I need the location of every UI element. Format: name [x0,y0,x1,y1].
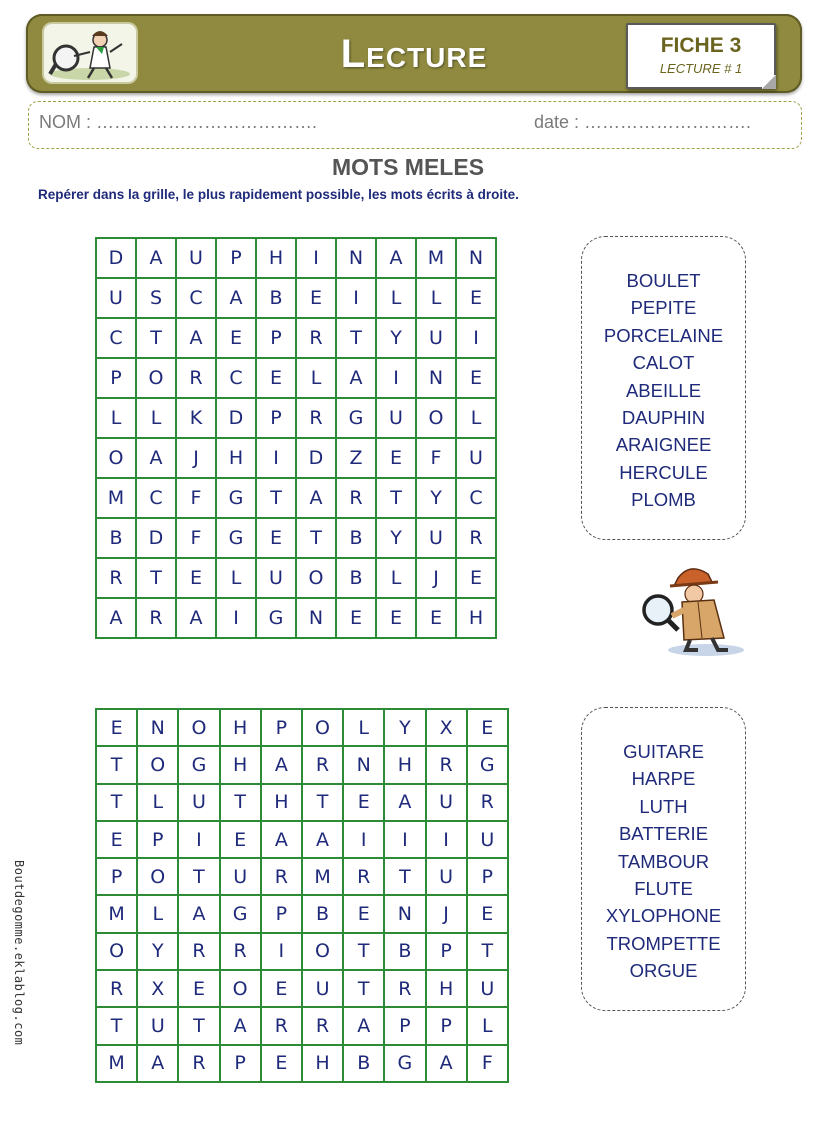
word-list-item: FLUTE [634,877,693,899]
grid-cell: X [137,970,178,1007]
grid-row [96,858,508,895]
word-list-2 [581,707,746,1011]
grid-cell: E [261,970,302,1007]
grid-cell: E [343,784,384,821]
grid-cell: E [220,821,261,858]
grid-cell: N [456,238,496,278]
grid-cell: O [302,709,343,746]
grid-cell: H [220,746,261,783]
grid-cell: E [376,598,416,638]
grid-cell: Y [384,709,425,746]
grid-cell: T [96,784,137,821]
grid-cell: H [426,970,467,1007]
grid-cell: R [261,858,302,895]
grid-cell: P [96,358,136,398]
grid-cell: A [216,278,256,318]
grid-cell: L [376,558,416,598]
grid-cell: T [178,858,219,895]
grid-cell: O [96,933,137,970]
grid-cell: P [137,821,178,858]
grid-cell: O [302,933,343,970]
grid-cell: E [456,278,496,318]
grid-cell: E [456,358,496,398]
grid-cell: L [456,398,496,438]
word-list-item: CALOT [632,352,695,374]
grid-cell: P [426,933,467,970]
fiche-subtitle: LECTURE # 1 [659,61,743,76]
grid-cell: Y [416,478,456,518]
grid-cell: R [426,746,467,783]
grid-cell: O [136,358,176,398]
grid-cell: G [384,1045,425,1082]
grid-cell: P [216,238,256,278]
grid-cell: A [136,438,176,478]
grid-cell: E [256,518,296,558]
grid-cell: D [296,438,336,478]
grid-cell: J [176,438,216,478]
grid-cell: F [416,438,456,478]
grid-cell: R [178,933,219,970]
grid-cell: E [96,821,137,858]
grid-cell: P [467,858,508,895]
grid-cell: I [261,933,302,970]
grid-cell: A [302,821,343,858]
grid-cell: U [426,784,467,821]
grid-cell: R [96,970,137,1007]
grid-cell: E [256,358,296,398]
grid-cell: I [256,438,296,478]
grid-cell: L [96,398,136,438]
grid-cell: U [96,278,136,318]
grid-cell: A [220,1007,261,1044]
grid-cell: I [216,598,256,638]
grid-cell: M [96,1045,137,1082]
grid-cell: D [216,398,256,438]
grid-cell: A [261,821,302,858]
grid-cell: T [296,518,336,558]
grid-cell: C [176,278,216,318]
grid-cell: U [376,398,416,438]
word-list-item: GUITARE [623,741,704,762]
grid-cell: J [416,558,456,598]
grid-cell: H [456,598,496,638]
grid-cell: M [416,238,456,278]
grid-row [96,398,496,438]
grid-cell: L [467,1007,508,1044]
grid-cell: O [416,398,456,438]
grid-cell: P [261,895,302,932]
grid-cell: A [426,1045,467,1082]
grid-cell: E [261,1045,302,1082]
grid-cell: I [178,821,219,858]
grid-cell: A [376,238,416,278]
grid-cell: E [456,558,496,598]
grid-cell: T [220,784,261,821]
grid-cell: E [216,318,256,358]
grid-row [96,598,496,638]
grid-cell: L [137,895,178,932]
grid-cell: R [384,970,425,1007]
grid-cell: B [256,278,296,318]
grid-row [96,1007,508,1044]
grid-cell: Y [376,318,416,358]
grid-cell: N [296,598,336,638]
grid-cell: T [336,318,376,358]
grid-cell: P [426,1007,467,1044]
grid-cell: U [137,1007,178,1044]
grid-cell: R [456,518,496,558]
grid-cell: T [343,970,384,1007]
grid-cell: R [220,933,261,970]
grid-cell: E [416,598,456,638]
grid-cell: G [178,746,219,783]
grid-cell: N [137,709,178,746]
grid-cell: T [136,318,176,358]
grid-cell: E [178,970,219,1007]
word-list-item: ORGUE [629,960,698,982]
word-list-item: HERCULE [619,461,708,483]
grid-cell: R [302,746,343,783]
grid-cell: X [426,709,467,746]
grid-cell: T [343,933,384,970]
grid-cell: F [467,1045,508,1082]
grid-row [96,933,508,970]
grid-cell: A [96,598,136,638]
grid-cell: G [256,598,296,638]
grid-row [96,438,496,478]
grid-row [96,821,508,858]
word-list-item: ARAIGNEE [615,434,712,456]
grid-cell: B [336,558,376,598]
grid-cell: N [343,746,384,783]
grid-cell: P [256,318,296,358]
grid-cell: M [96,478,136,518]
grid-cell: R [176,358,216,398]
grid-cell: U [176,238,216,278]
grid-cell: L [136,398,176,438]
grid-cell: P [96,858,137,895]
grid-cell: T [467,933,508,970]
grid-cell: A [384,784,425,821]
grid-cell: A [296,478,336,518]
word-list-item: BATTERIE [618,823,709,845]
page-fold [762,75,776,89]
grid-cell: N [384,895,425,932]
grid-cell: G [220,895,261,932]
word-list-item: ABEILLE [625,379,702,401]
grid-cell: A [176,598,216,638]
grid-cell: B [336,518,376,558]
grid-cell: E [467,709,508,746]
grid-cell: L [416,278,456,318]
word-list-1 [581,236,746,540]
grid-row [96,318,496,358]
grid-cell: H [302,1045,343,1082]
grid-cell: R [296,318,336,358]
word-grid-2 [95,708,509,1083]
grid-cell: H [256,238,296,278]
grid-cell: I [296,238,336,278]
grid-cell: N [336,238,376,278]
grid-cell: G [336,398,376,438]
word-list-item: TROMPETTE [606,932,721,954]
grid-cell: E [176,558,216,598]
grid-row [96,558,496,598]
grid-cell: L [216,558,256,598]
grid-cell: C [216,358,256,398]
grid-cell: R [136,598,176,638]
grid-cell: E [467,895,508,932]
word-list-item: PLOMB [631,489,696,511]
grid-row [96,970,508,1007]
grid-cell: B [343,1045,384,1082]
grid-cell: A [136,238,176,278]
grid-cell: L [343,709,384,746]
grid-cell: I [426,821,467,858]
instructions: Repérer dans la grille, le plus rapidement possible, les mots écrits à droite. [38,187,519,202]
grid-row [96,709,508,746]
grid-cell: F [176,478,216,518]
grid-cell: P [256,398,296,438]
grid-cell: U [416,518,456,558]
grid-cell: H [216,438,256,478]
grid-cell: A [261,746,302,783]
grid-cell: G [216,478,256,518]
grid-cell: I [343,821,384,858]
grid-cell: R [178,1045,219,1082]
grid-cell: M [302,858,343,895]
grid-cell: H [220,709,261,746]
word-list-item: HARPE [631,768,696,790]
grid-cell: T [96,746,137,783]
grid-cell: H [384,746,425,783]
grid-cell: U [220,858,261,895]
grid-cell: A [137,1045,178,1082]
grid-cell: B [302,895,343,932]
grid-cell: U [426,858,467,895]
grid-cell: K [176,398,216,438]
word-grid-1 [95,237,497,639]
grid-cell: Y [137,933,178,970]
word-list-item: PEPITE [630,297,697,319]
grid-cell: H [261,784,302,821]
grid-cell: L [376,278,416,318]
grid-cell: L [296,358,336,398]
grid-cell: R [296,398,336,438]
name-date-strip [28,101,802,149]
grid-cell: U [416,318,456,358]
grid-cell: S [136,278,176,318]
grid-cell: T [384,858,425,895]
grid-cell: Z [336,438,376,478]
grid-cell: P [384,1007,425,1044]
grid-cell: L [137,784,178,821]
grid-cell: B [96,518,136,558]
grid-cell: R [343,858,384,895]
grid-cell: M [96,895,137,932]
header-banner [26,14,802,93]
grid-cell: E [343,895,384,932]
grid-cell: P [261,709,302,746]
grid-cell: E [376,438,416,478]
grid-cell: E [336,598,376,638]
grid-cell: G [467,746,508,783]
grid-cell: I [456,318,496,358]
grid-cell: J [426,895,467,932]
detective-magnifier-icon [628,560,748,660]
grid-cell: C [136,478,176,518]
fiche-card [626,23,776,89]
grid-cell: U [302,970,343,1007]
grid-cell: N [416,358,456,398]
section-title: MOTS MELES [331,154,485,180]
word-list-item: PORCELAINE [603,324,724,346]
grid-cell: U [467,970,508,1007]
grid-cell: R [96,558,136,598]
grid-cell: G [216,518,256,558]
grid-cell: O [96,438,136,478]
word-list-item: BOULET [626,270,701,291]
grid-row [96,1045,508,1082]
grid-cell: A [336,358,376,398]
grid-cell: C [96,318,136,358]
grid-row [96,746,508,783]
grid-cell: R [302,1007,343,1044]
page-title: Lecture [340,32,488,76]
grid-cell: I [376,358,416,398]
grid-cell: P [220,1045,261,1082]
grid-row [96,518,496,558]
grid-cell: A [176,318,216,358]
grid-cell: D [136,518,176,558]
grid-row [96,238,496,278]
grid-cell: U [178,784,219,821]
grid-cell: T [96,1007,137,1044]
fiche-number: FICHE 3 [660,34,742,57]
word-list-item: LUTH [639,795,688,817]
grid-cell: R [261,1007,302,1044]
grid-cell: U [256,558,296,598]
grid-row [96,278,496,318]
grid-cell: T [302,784,343,821]
grid-row [96,784,508,821]
grid-cell: Y [376,518,416,558]
date-field-label: date : ………………………. [534,112,752,132]
grid-cell: T [136,558,176,598]
grid-cell: D [96,238,136,278]
grid-cell: U [456,438,496,478]
word-list-item: DAUPHIN [621,406,706,428]
grid-cell: O [137,858,178,895]
word-list-item: XYLOPHONE [605,905,722,927]
grid-cell: C [456,478,496,518]
grid-cell: F [176,518,216,558]
grid-cell: B [384,933,425,970]
grid-cell: I [336,278,376,318]
grid-cell: A [178,895,219,932]
grid-cell: E [296,278,336,318]
grid-cell: O [178,709,219,746]
grid-row [96,895,508,932]
nom-field-label: NOM : ………………………………. [39,112,317,132]
grid-cell: A [343,1007,384,1044]
grid-cell: T [256,478,296,518]
grid-cell: R [467,784,508,821]
word-list-item: TAMBOUR [617,850,710,872]
grid-cell: T [376,478,416,518]
grid-row [96,478,496,518]
grid-cell: U [467,821,508,858]
grid-cell: O [296,558,336,598]
grid-cell: O [220,970,261,1007]
side-credit: Boutdegomme.eklablog.com [12,860,26,1046]
grid-cell: E [96,709,137,746]
grid-cell: T [178,1007,219,1044]
grid-row [96,358,496,398]
grid-cell: I [384,821,425,858]
grid-cell: R [336,478,376,518]
grid-cell: O [137,746,178,783]
